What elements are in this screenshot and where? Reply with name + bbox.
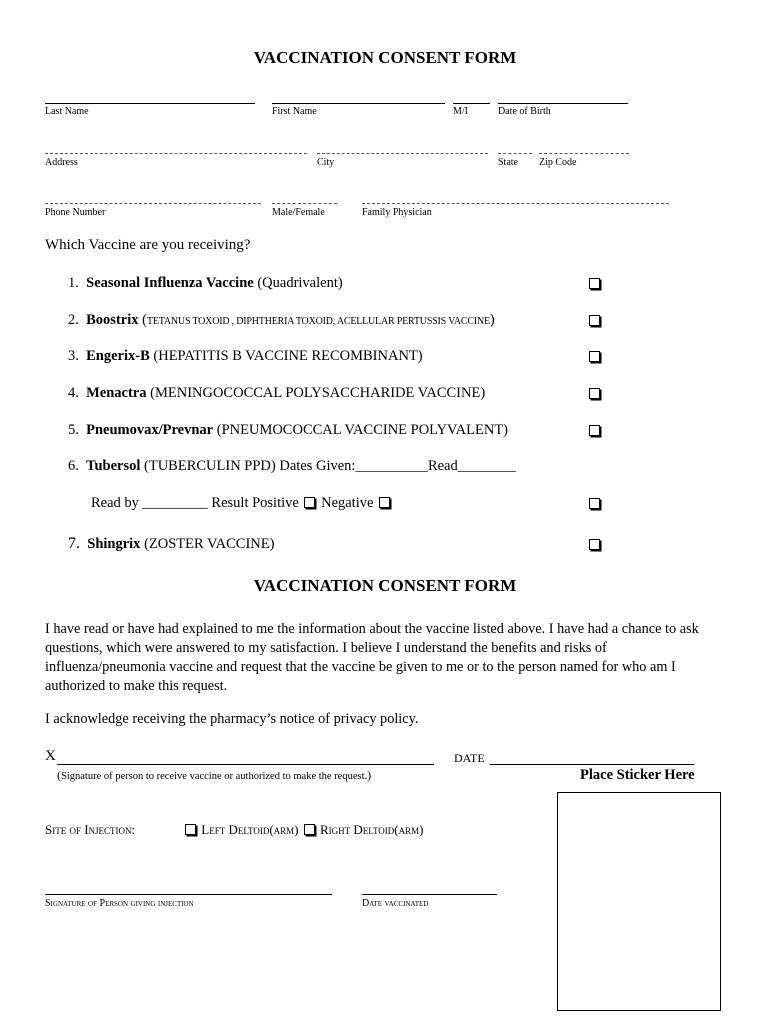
checkbox-vaccine-5[interactable] xyxy=(589,425,600,436)
left-deltoid-label: Left Deltoid(arm) xyxy=(201,822,299,837)
checkbox-right-deltoid[interactable] xyxy=(304,824,315,835)
vaccine-description: (ZOSTER VACCINE) xyxy=(144,536,275,552)
checkbox-left-deltoid[interactable] xyxy=(185,824,196,835)
vaccine-item-3 xyxy=(68,348,423,365)
mi-field[interactable] xyxy=(453,103,490,104)
signature-field[interactable] xyxy=(57,764,434,765)
vaccine-description: (TUBERCULIN PPD) Dates Given:__________Read________ xyxy=(144,458,516,474)
state-field[interactable] xyxy=(498,153,532,154)
city-field[interactable] xyxy=(317,153,488,154)
tubersol-result-line xyxy=(91,495,392,512)
right-deltoid-label: Right Deltoid(arm) xyxy=(320,822,424,837)
mi-label: M/I xyxy=(453,106,468,117)
vaccine-item-2: 2. Boostrix (TETANUS TOXOID , DIPHTHERIA TOXOID, ACELLULAR PERTUSSIS VACCINE) xyxy=(68,312,495,328)
vaccine-name: Shingrix xyxy=(87,536,141,552)
date-vaccinated-field[interactable] xyxy=(362,894,497,895)
item-number: 1. xyxy=(68,275,79,291)
vaccine-item-5 xyxy=(68,422,508,439)
vaccine-description: (Quadrivalent) xyxy=(257,275,343,291)
signature-caption: (Signature of person to receive vaccine or authorized to make the request.) xyxy=(57,768,372,782)
giver-signature-field[interactable] xyxy=(45,894,332,895)
item-number: 2. xyxy=(68,312,79,328)
sticker-label: Place Sticker Here xyxy=(580,767,695,783)
address-field[interactable] xyxy=(45,153,307,154)
checkbox-vaccine-4[interactable] xyxy=(589,388,600,399)
site-of-injection-options xyxy=(183,822,423,838)
vaccine-name: Seasonal Influenza Vaccine xyxy=(86,275,254,291)
consent-title: VACCINATION CONSENT FORM xyxy=(253,576,517,595)
sex-label: Male/Female xyxy=(272,207,325,218)
vaccine-name: Tubersol xyxy=(86,458,141,474)
vaccine-name: Boostrix xyxy=(86,312,139,328)
phone-label: Phone Number xyxy=(45,207,106,218)
item-number: 7. xyxy=(68,535,80,552)
zip-label: Zip Code xyxy=(539,157,577,168)
vaccine-item-7 xyxy=(68,535,274,553)
city-label: City xyxy=(317,157,335,168)
giver-signature-label: Signature of Person giving injection xyxy=(45,898,194,909)
sticker-area xyxy=(557,792,721,1011)
item-number: 6. xyxy=(68,458,79,474)
date-field[interactable] xyxy=(490,764,694,765)
checkbox-vaccine-3[interactable] xyxy=(589,351,600,362)
item-number: 5. xyxy=(68,422,79,438)
item-number: 4. xyxy=(68,385,79,401)
checkbox-vaccine-7[interactable] xyxy=(589,539,600,550)
site-of-injection-label: Site of Injection: xyxy=(45,822,136,837)
vaccine-description: TETANUS TOXOID , DIPHTHERIA TOXOID, ACELLULAR PERTUSSIS VACCINE xyxy=(146,316,490,327)
dob-field[interactable] xyxy=(498,103,628,104)
vaccine-description: (HEPATITIS B VACCINE RECOMBINANT) xyxy=(153,348,423,364)
address-label: Address xyxy=(45,157,78,168)
state-label: State xyxy=(498,157,518,168)
item-number: 3. xyxy=(68,348,79,364)
form-title: VACCINATION CONSENT FORM xyxy=(253,48,517,67)
sex-field[interactable] xyxy=(272,203,337,204)
physician-field[interactable] xyxy=(362,203,669,204)
signature-x: X xyxy=(45,748,56,764)
vaccine-name: Pneumovax/Prevnar xyxy=(86,422,214,438)
vaccine-description: (MENINGOCOCCAL POLYSACCHARIDE VACCINE) xyxy=(150,385,486,401)
consent-paragraph: I have read or have had explained to me the information about the vaccine listed above. I have had a chance to ask questions, which were answered to my satisfaction. I believe I understand the benefits and risks of influenza/pneumonia vaccine and request that the vaccine be given to me or to the person named for who am I authorized to make this request. xyxy=(45,621,699,694)
vaccine-name: Engerix-B xyxy=(86,348,150,364)
vaccine-name: Menactra xyxy=(86,385,147,401)
privacy-acknowledgement: I acknowledge receiving the pharmacy’s notice of privacy policy. xyxy=(45,711,419,727)
vaccine-description: (PNEUMOCOCCAL VACCINE POLYVALENT) xyxy=(216,422,509,438)
last-name-field[interactable] xyxy=(45,103,255,104)
first-name-field[interactable] xyxy=(272,103,445,104)
checkbox-negative[interactable] xyxy=(379,497,390,508)
vaccine-item-4 xyxy=(68,385,485,402)
vaccine-item-6 xyxy=(68,458,516,475)
dob-label: Date of Birth xyxy=(498,106,551,117)
checkbox-vaccine-2[interactable] xyxy=(589,315,600,326)
phone-field[interactable] xyxy=(45,203,261,204)
vaccine-question: Which Vaccine are you receiving? xyxy=(45,237,251,253)
vaccine-item-1 xyxy=(68,275,343,292)
physician-label: Family Physician xyxy=(362,207,432,218)
checkbox-vaccine-1[interactable] xyxy=(589,278,600,289)
checkbox-positive[interactable] xyxy=(304,497,315,508)
first-name-label: First Name xyxy=(272,106,317,117)
date-label: DATE xyxy=(454,751,485,765)
read-by-text: Read by _________ Result Positive xyxy=(91,495,299,511)
checkbox-vaccine-6[interactable] xyxy=(589,498,600,509)
date-vaccinated-label: Date vaccinated xyxy=(362,898,429,909)
last-name-label: Last Name xyxy=(45,106,89,117)
negative-text: Negative xyxy=(321,495,374,511)
zip-field[interactable] xyxy=(539,153,629,154)
